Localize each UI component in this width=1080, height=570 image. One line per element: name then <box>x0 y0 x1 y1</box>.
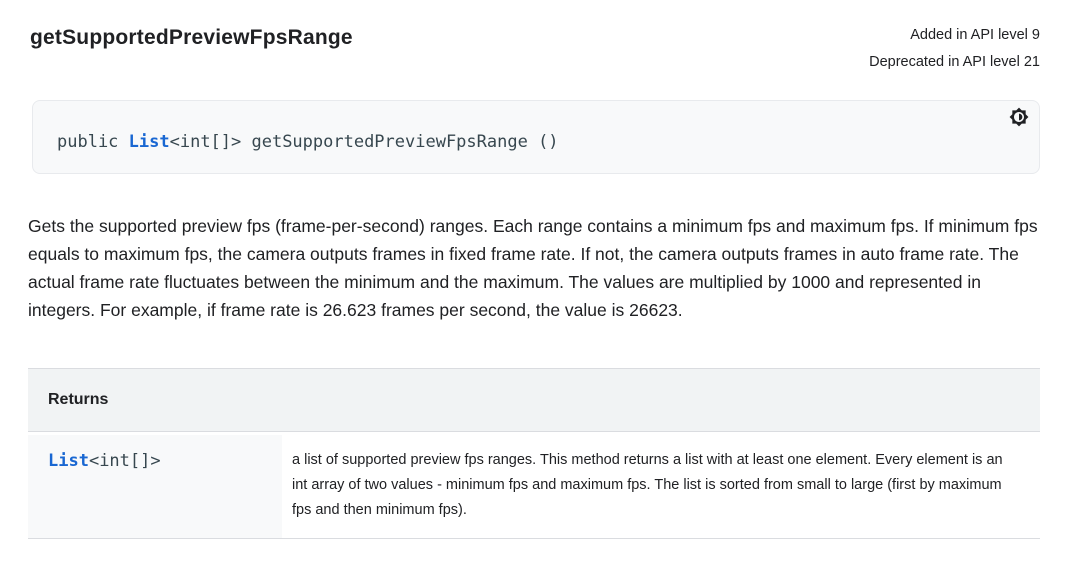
api-level-info <box>869 22 1040 76</box>
list-type-link[interactable]: List <box>128 132 170 152</box>
api-level-deprecated: Deprecated in API level 21 <box>869 54 1040 70</box>
page-title: getSupportedPreviewFpsRange <box>30 26 353 49</box>
code-signature-rest: <int[]> getSupportedPreviewFpsRange () <box>169 132 559 152</box>
table-row <box>28 435 1040 539</box>
return-type-link[interactable]: List <box>48 451 89 471</box>
api-level-added: Added in API level 9 <box>910 27 1040 43</box>
method-signature <box>57 131 1029 153</box>
dark-mode-toggle-icon[interactable] <box>1009 107 1029 127</box>
method-description: Gets the supported preview fps (frame-per-second) ranges. Each range contains a minimum fps and maximum fps. If minimum fps equals to maximum fps, the camera outputs frames in fixed frame rate. If not, the camera outputs frames in auto frame rate. The actual frame rate fluctuates between the minimum and the maximum. The values are multiplied by 1000 and represented in integers. For example, if frame rate is 26.623 frames per second, the value is 26623. <box>28 216 1038 320</box>
returns-table <box>28 368 1040 539</box>
return-type-rest: <int[]> <box>88 451 161 471</box>
return-description-cell: a list of supported preview fps ranges. This method returns a list with at least one element. Every element is an int array of two values - minimum fps and maximum fps. The list is sorted from small to large (first by maximum fps and then minimum fps). <box>292 452 1003 518</box>
code-toolbar <box>57 107 1029 127</box>
return-type-cell <box>28 435 282 538</box>
code-keyword: public <box>57 132 129 152</box>
doc-header <box>28 22 1040 76</box>
returns-table-header: Returns <box>28 368 1040 432</box>
method-signature-code-block <box>32 100 1040 174</box>
